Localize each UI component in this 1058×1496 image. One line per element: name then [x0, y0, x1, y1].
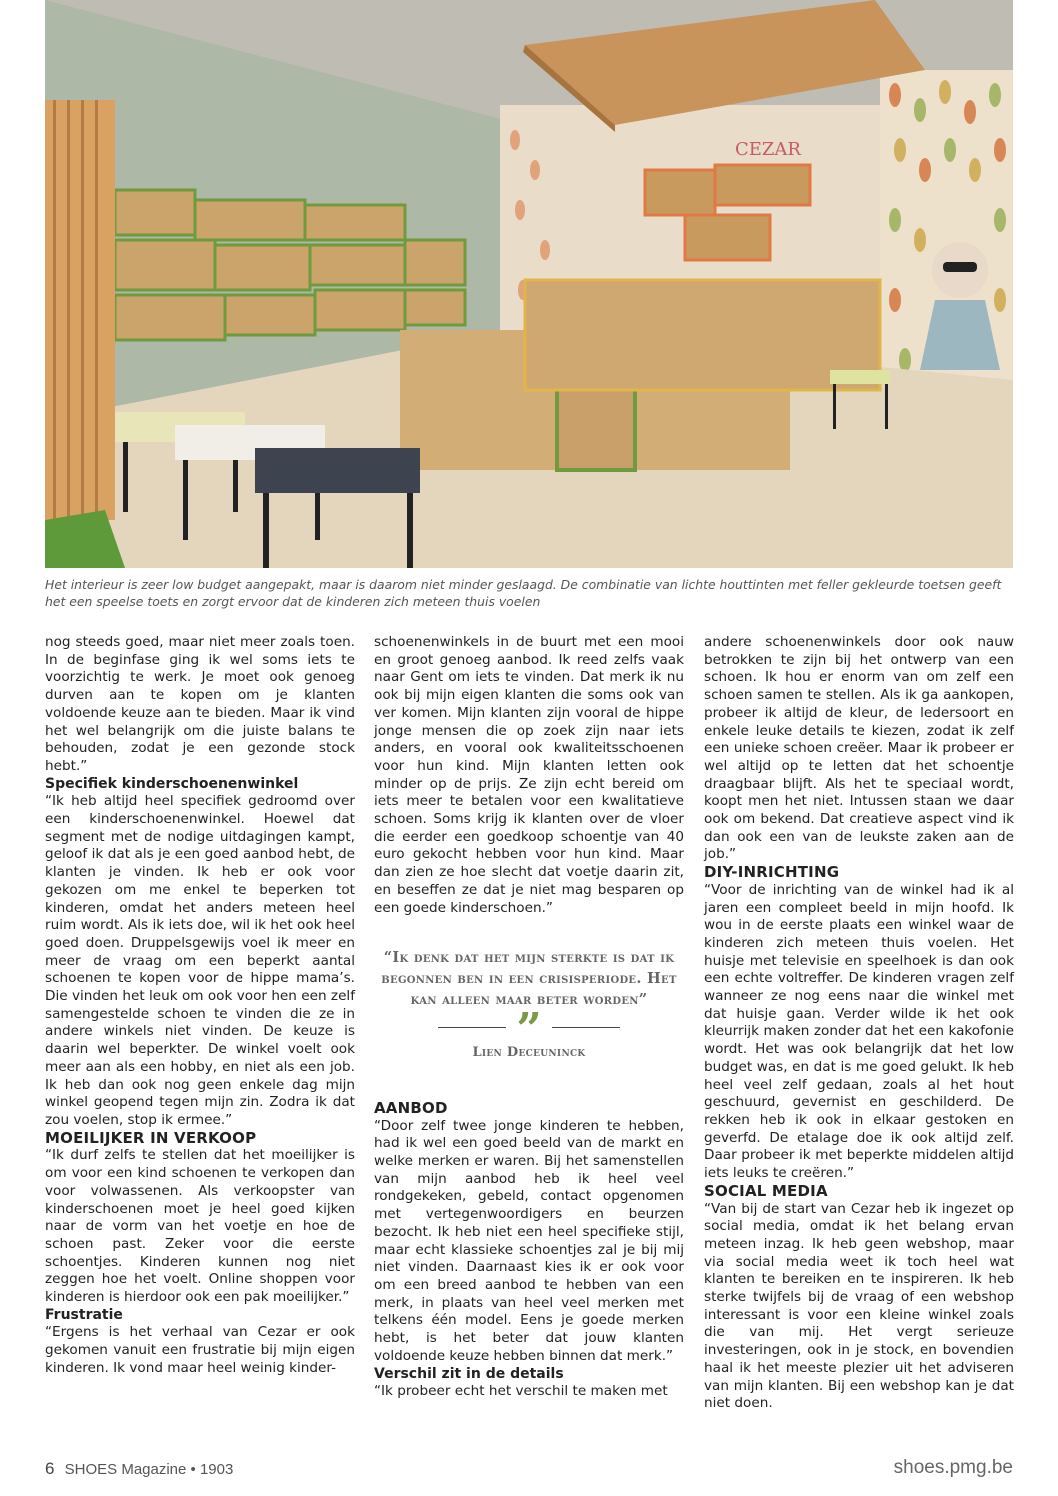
- store-illustration: [45, 0, 1013, 568]
- article-column-2: [374, 634, 684, 1401]
- section-heading-social-media: SOCIAL MEDIA: [704, 1181, 828, 1200]
- section-heading-diy: DIY-INRICHTING: [704, 863, 840, 882]
- paragraph: “Voor de inrichting van de winkel had ik al jaren een compleet beeld in mijn hoofd. Ik wou in de eerste plaats een winkel waar de kinderen zich meteen thuis voelen. Het huisje met televisie en speelhoek is dan ook een echte voltreffer. De kinderen vragen zelf wanneer ze nog eens naar die winkel met dat huisje gaan. Verder wilde ik het ook kleurrijk maken zonder dat het een kakofonie wordt. Het was ook belangrijk dat het low budget was, en dat is me goed gelukt. Ik heb heel veel zelf gedaan, zoals al het hout geschuurd, gevernist en geschilderd. De rekken heb ik ook in elkaar gestoken en geverfd. De etalage doe ik ook altijd zelf. Daar probeer ik met beperkte middelen altijd iets leuks te creëren.”: [704, 881, 1014, 1182]
- page-number: 6: [45, 1459, 55, 1478]
- paragraph: schoenenwinkels in de buurt met een mooi en groot genoeg aanbod. Ik reed zelfs vaak naar Gent om iets te vinden. Dat merk ik nu ook bij mijn eigen klanten die soms ook van ver komen. Mijn klanten zijn vooral de hippe jonge mensen die op zoek zijn naar iets anders, en vooral ook kwaliteitsschoenen voor hun kind. Mijn klanten letten ook minder op de prijs. Ze zijn echt bereid om iets meer te betalen voor een kwalitatieve schoen. Soms krijg ik klanten over de vloer die eerder een goedkoop schoentje van 40 euro gekocht hebben voor hun kind. Maar dan zien ze hoe slecht dat voetje daarin zit, en beseffen ze dat je niet mag besparen op een goede kinderschoen.”: [374, 634, 684, 916]
- svg-text:CEZAR: CEZAR: [735, 139, 801, 160]
- paragraph: “Door zelf twee jonge kinderen te hebben, had ik wel een goed beeld van de markt en welke merken er waren. Bij het samenstellen van mijn aanbod heb ik heel veel rondgekeken, gebeld, contact opgenomen met vertegenwoordigers en beurzen bezocht. Ik heb niet een heel specifieke stijl, maar echt klassieke schoentjes zal je bij mij niet vinden. Daarnaast kies ik er ook voor om een breed aanbod te hebben van een merk, in plaats van heel veel merken met telkens één model. Eens je goede merken hebt, is het beter dat jouw klanten voldoende keuze hebben binnen dat merk.”: [374, 1117, 684, 1364]
- magazine-issue: SHOES Magazine • 1903: [64, 1461, 234, 1478]
- article-column-3: [704, 634, 1014, 1413]
- divider-line: [438, 1027, 506, 1028]
- paragraph: nog steeds goed, maar niet meer zoals toen. In de beginfase ging ik wel soms iets te voorzichtig te werk. Je moet ook genoeg durven aan te kopen om je klanten voldoende keuze aan te bieden. Maar ik vind het wel belangrijk om die juiste balans te behouden, zodat je een gezonde stock hebt.”: [45, 634, 355, 774]
- section-heading-moeilijker: MOEILIJKER IN VERKOOP: [45, 1128, 257, 1147]
- paragraph: “Ik probeer echt het verschil te maken met: [374, 1383, 668, 1400]
- paragraph: andere schoenenwinkels door ook nauw betrokken te zijn bij het ontwerp van een schoen. Ik hou er enorm van om zelf een schoen samen te stellen. Als ik ga aankopen, probeer ik altijd de kleur, de ledersoort en enkele leuke details te kiezen, zodat ik zelf een unieke schoen creëer. Maar ik probeer er wel altijd op te letten dat het schoentje draagbaar blijft. Als het te speciaal wordt, koopt men het niet. Intussen staan we daar ook om bekend. Dat creatieve aspect vind ik dan ook een van de leukste zaken aan de job.”: [704, 634, 1014, 863]
- subheading-verschil: Verschil zit in de details: [374, 1365, 564, 1382]
- store-interior-photo: [45, 0, 1013, 568]
- quote-mark-icon: ”: [516, 1004, 542, 1056]
- quote-author: Lien Deceuninck: [472, 1045, 586, 1061]
- photo-caption: Het interieur is zeer low budget aangepakt, maar is daarom niet minder geslaagd. De combinatie van lichte houttinten met feller gekleurde toetsen geeft het een speelse toets en zorgt ervoor dat de kinderen zich meteen thuis voelen: [45, 577, 1002, 609]
- website-link[interactable]: shoes.pmg.be: [893, 1457, 1013, 1478]
- paragraph: “Ik heb altijd heel specifiek gedroomd over een kinderschoenenwinkel. Hoewel dat segment met de nodige uitdagingen kampt, geloof ik dat als je een goed aanbod hebt, de klanten je vinden. Ik heb er ook voor gekozen om me enkel te beperken tot kinderen, omdat het anders meteen heel ruim wordt. Als ik iets doe, wil ik het ook heel goed doen. Druppelsgewijs voel ik meer en meer de vraag om een beperkt aantal schoenen te kopen voor de hippe mama’s. Die vinden het leuk om ook voor hen een zelf samengestelde schoen te vinden die ze in andere winkels niet vinden. De keuze is daarin wel beperkter. De winkel voelt ook meer aan als een hobby, en niet als een job. Ik heb dan ook nog geen enkele dag mijn winkel geopend tegen mijn zin. Zodra ik dat zou voelen, stop ik ermee.”: [45, 793, 355, 1128]
- paragraph: “Ergens is het verhaal van Cezar er ook gekomen vanuit een frustratie bij mijn eigen kinderen. Ik vond maar heel weinig kinder-: [45, 1324, 355, 1376]
- pull-quote-text: “Ik denk dat het mijn sterkte is dat ik begonnen ben in een crisisperiode. Het kan alleen maar beter worden”: [381, 949, 677, 1009]
- subheading-frustratie: Frustratie: [45, 1306, 123, 1323]
- article-column-1: [45, 634, 355, 1378]
- subheading-specifiek: Specifiek kinderschoenenwinkel: [45, 775, 299, 792]
- footer-left: [45, 1459, 233, 1479]
- paragraph: “Ik durf zelfs te stellen dat het moeilijker is om voor een kind schoenen te verkopen dan voor volwassenen. Als verkoopster van kinderschoenen moet je heel goed kijken naar de vorm van het voetje en hoe de schoen past. Zeker voor die eerste schoentjes. Kinderen kunnen nog niet zeggen hoe het voelt. Online shoppen voor kinderen is hierdoor ook een pak moeilijker.”: [45, 1147, 355, 1306]
- divider-line: [552, 1027, 620, 1028]
- paragraph: “Van bij de start van Cezar heb ik ingezet op social media, omdat ik het belang ervan meteen inzag. Ik heb geen webshop, maar via social media weet ik toch heel wat klanten te bereiken en te inspireren. Ik heb sterke twijfels bij de vraag of een webshop interessant is voor een kleine winkel zoals die van mij. Het vergt serieuze investeringen, ook in je stock, en bovendien haal ik het meeste plezier uit het adviseren van mijn klanten. Bij een webshop kan je dat niet doen.: [704, 1200, 1014, 1412]
- section-heading-aanbod: AANBOD: [374, 1098, 448, 1117]
- pull-quote: [374, 947, 684, 1062]
